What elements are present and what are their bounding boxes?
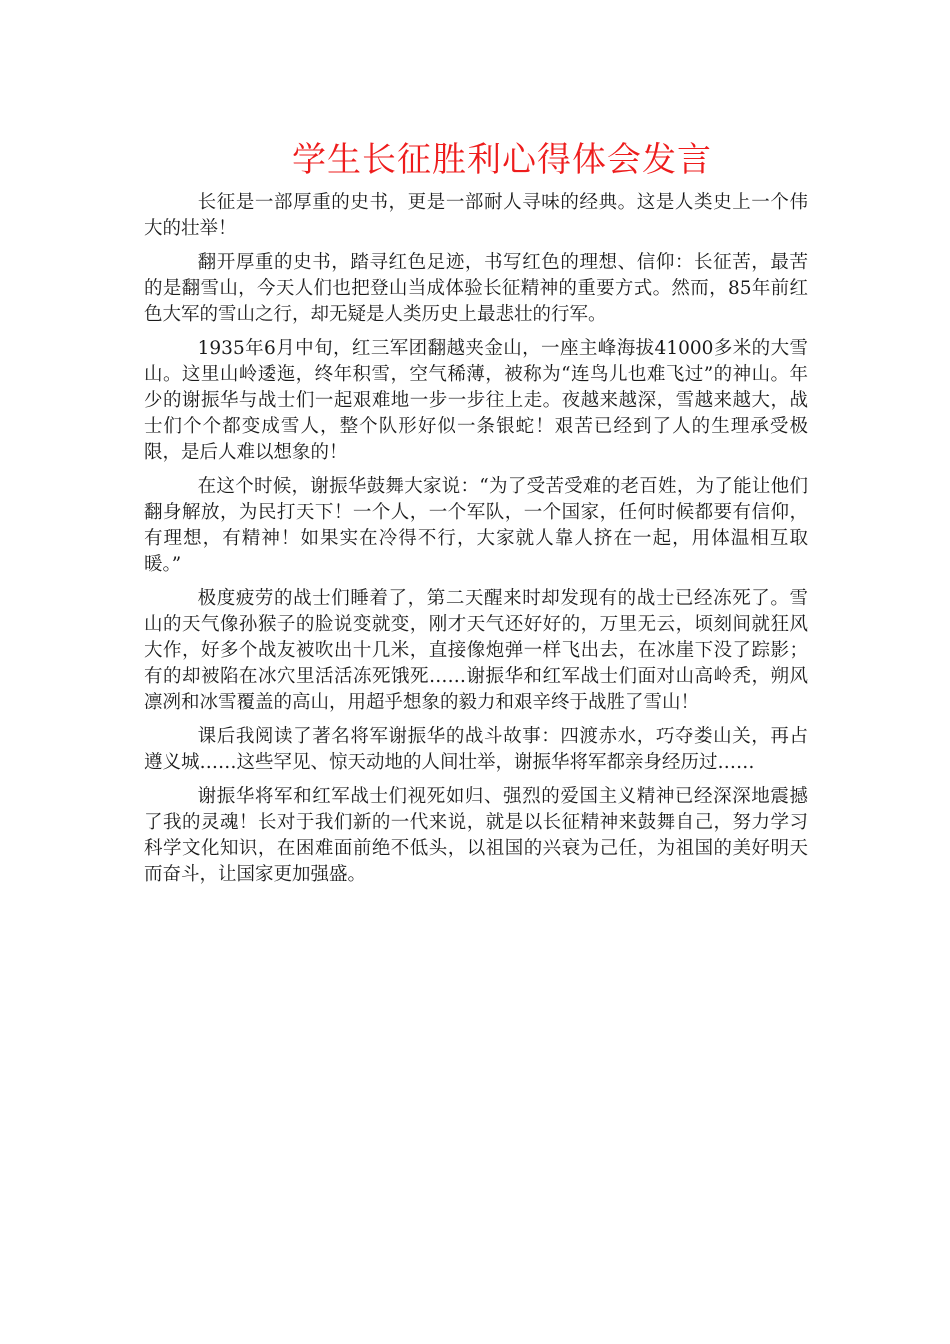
paragraph-7: 谢振华将军和红军战士们视死如归、强烈的爱国主义精神已经深深地震撼了我的灵魂！长对于我们新的一代来说，就是以长征精神来鼓舞自己，努力学习科学文化知识，在困难面前绝不低头，以祖国的兴衰为己任，为祖国的美好明天而奋斗，让国家更加强盛。 <box>144 786 808 885</box>
document-body <box>144 190 808 896</box>
paragraph-3: 1935年6月中旬，红三军团翻越夹金山，一座主峰海拔41000多米的大雪山。这里山岭逶迤，终年积雪，空气稀薄，被称为“连鸟儿也难飞过”的神山。年少的谢振华与战士们一起艰难地一步一步往上走。夜越来越深，雪越来越大，战士们个个都变成雪人，整个队形好似一条银蛇！艰苦已经到了人的生理承受极限，是后人难以想象的！ <box>144 338 808 463</box>
paragraph-2: 翻开厚重的史书，踏寻红色足迹，书写红色的理想、信仰：长征苦，最苦的是翻雪山，今天人们也把登山当成体验长征精神的重要方式。然而，85年前红色大军的雪山之行，却无疑是人类历史上最悲壮的行军。 <box>144 252 808 325</box>
paragraph-5: 极度疲劳的战士们睡着了，第二天醒来时却发现有的战士已经冻死了。雪山的天气像孙猴子的脸说变就变，刚才天气还好好的，万里无云，顷刻间就狂风大作，好多个战友被吹出十几米，直接像炮弹一样飞出去，在冰崖下没了踪影；有的却被陷在冰穴里活活冻死饿死……谢振华和红军战士们面对山高岭秃，朔风凛冽和冰雪覆盖的高山，用超乎想象的毅力和艰辛终于战胜了雪山！ <box>144 588 808 713</box>
paragraph-6: 课后我阅读了著名将军谢振华的战斗故事：四渡赤水，巧夺娄山关，再占遵义城……这些罕见、惊天动地的人间壮举，谢振华将军都亲身经历过…… <box>144 726 808 773</box>
paragraph-1: 长征是一部厚重的史书，更是一部耐人寻味的经典。这是人类史上一个伟大的壮举！ <box>144 192 808 239</box>
document-title: 学生长征胜利心得体会发言 <box>292 140 712 180</box>
paragraph-4: 在这个时候，谢振华鼓舞大家说：“为了受苦受难的老百姓，为了能让他们翻身解放，为民打天下！一个人，一个军队，一个国家，任何时候都要有信仰，有理想，有精神！如果实在冷得不行，大家就人靠人挤在一起，用体温相互取暖。” <box>144 476 808 575</box>
